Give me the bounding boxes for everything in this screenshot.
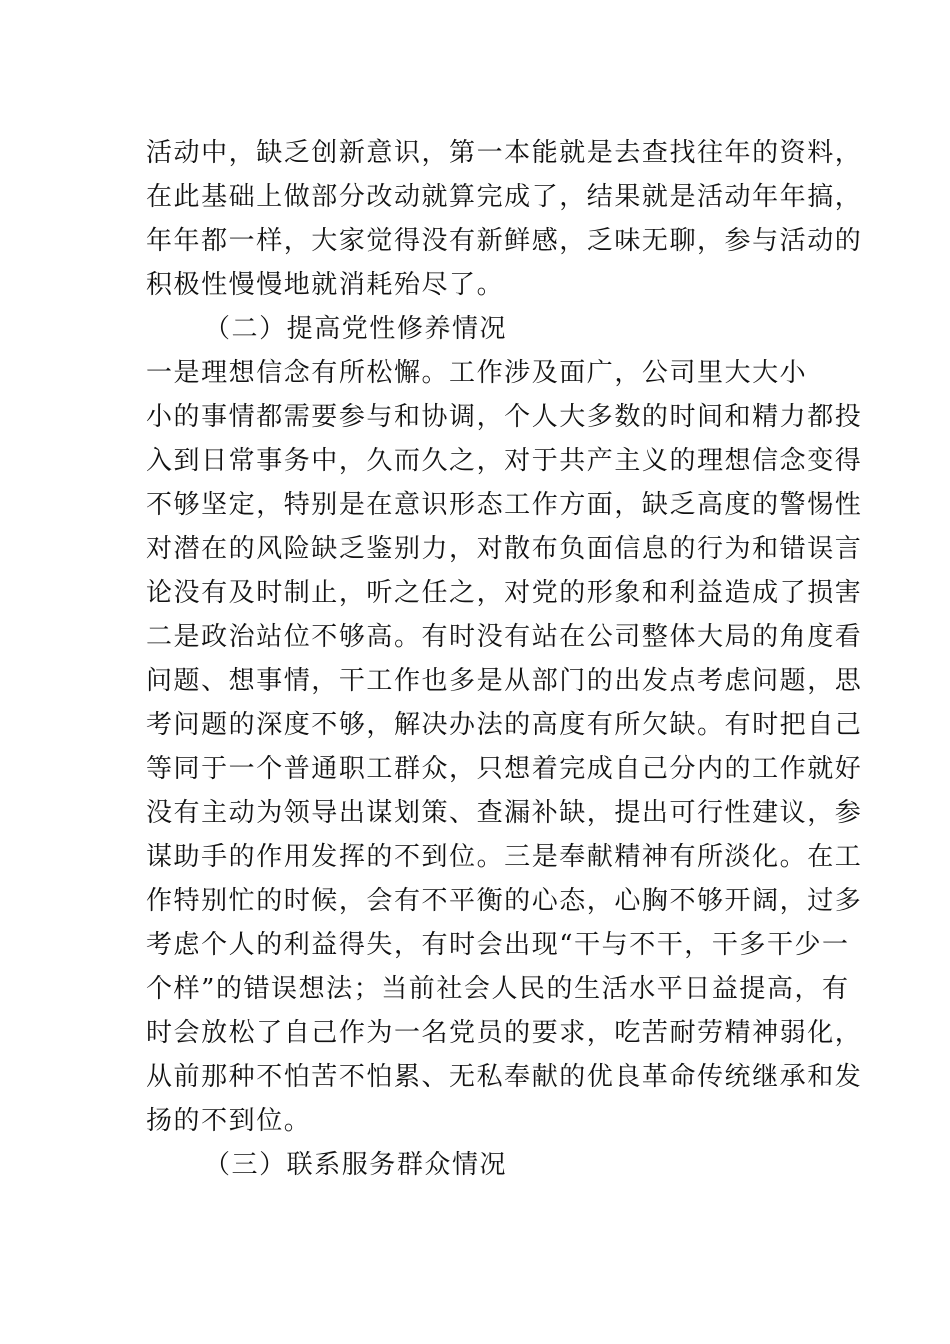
paragraph-line: 二是政治站位不够高。有时没有站在公司整体大局的角度看 — [146, 622, 863, 652]
paragraph-line: 不够坚定，特别是在意识形态工作方面，缺乏高度的警惕性 — [146, 490, 863, 520]
paragraph-line: 年年都一样，大家觉得没有新鲜感，乏味无聊，参与活动的 — [146, 226, 863, 256]
paragraph-line: 扬的不到位。 — [146, 1106, 312, 1136]
paragraph-line: 入到日常事务中，久而久之，对于共产主义的理想信念变得 — [146, 446, 863, 476]
paragraph-line: 在此基础上做部分改动就算完成了，结果就是活动年年搞， — [146, 182, 863, 212]
paragraph-line: 等同于一个普通职工群众，只想着完成自己分内的工作就好 — [146, 754, 863, 784]
paragraph-line: 谋助手的作用发挥的不到位。三是奉献精神有所淡化。在工 — [146, 842, 863, 872]
paragraph-line: 时会放松了自己作为一名党员的要求，吃苦耐劳精神弱化， — [146, 1018, 863, 1048]
paragraph-line: 一是理想信念有所松懈。工作涉及面广，公司里大大小 — [146, 358, 808, 388]
paragraph-line: 积极性慢慢地就消耗殆尽了。 — [146, 270, 505, 300]
paragraph-line: 没有主动为领导出谋划策、查漏补缺，提出可行性建议，参 — [146, 798, 863, 828]
document-body — [146, 131, 863, 1187]
paragraph-line: 考问题的深度不够，解决办法的高度有所欠缺。有时把自己 — [146, 710, 863, 740]
paragraph-line: 小的事情都需要参与和协调，个人大多数的时间和精力都投 — [146, 402, 863, 432]
paragraph-line: 活动中，缺乏创新意识，第一本能就是去查找往年的资料， — [146, 138, 863, 168]
paragraph-line: 问题、想事情，干工作也多是从部门的出发点考虑问题，思 — [146, 666, 863, 696]
paragraph-line: 作特别忙的时候，会有不平衡的心态，心胸不够开阔，过多 — [146, 886, 863, 916]
paragraph-line: 论没有及时制止，听之任之，对党的形象和利益造成了损害 — [146, 578, 863, 608]
section-heading: （三）联系服务群众情况 — [204, 1150, 508, 1180]
section-heading: （二）提高党性修养情况 — [204, 314, 508, 344]
paragraph-line: 从前那种不怕苦不怕累、无私奉献的优良革命传统继承和发 — [146, 1062, 863, 1092]
paragraph-line: 考虑个人的利益得失，有时会出现“干与不干，干多干少一 — [146, 930, 850, 960]
paragraph-line: 个样”的错误想法；当前社会人民的生活水平日益提高，有 — [146, 974, 850, 1004]
paragraph-line: 对潜在的风险缺乏鉴别力，对散布负面信息的行为和错误言 — [146, 534, 863, 564]
